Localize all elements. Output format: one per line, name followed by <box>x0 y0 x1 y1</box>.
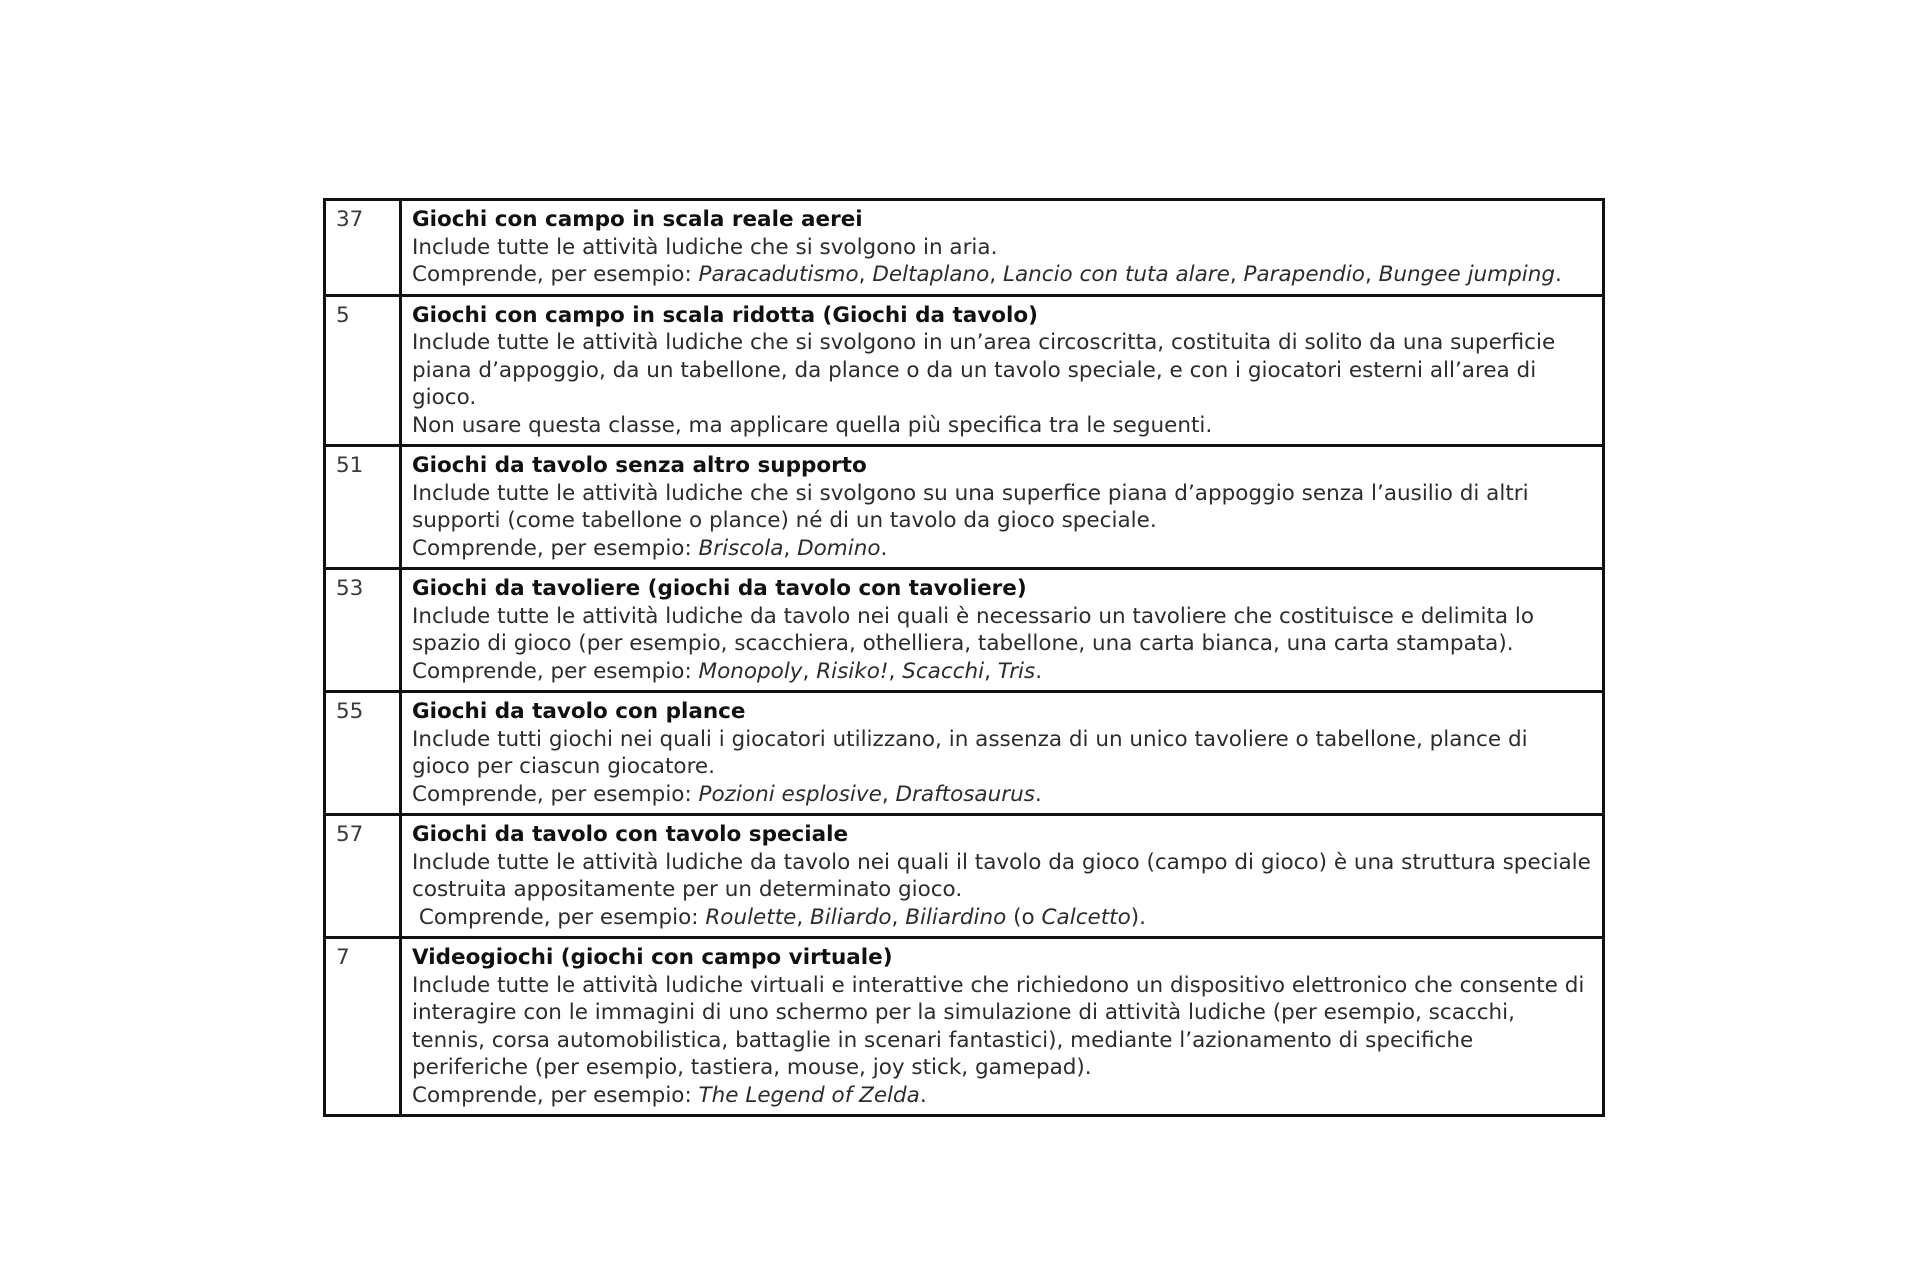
example-separator: , <box>888 658 903 684</box>
table-row <box>325 815 1604 938</box>
example-separator: , <box>1364 262 1379 287</box>
example-item: Scacchi <box>902 658 985 684</box>
class-description-cell <box>401 938 1604 1116</box>
example-item: Monopoly <box>698 658 803 684</box>
example-separator: , <box>881 781 896 807</box>
class-description: Include tutte le attività ludiche da tavolo nei quali il tavolo da gioco (campo di gioco) è una struttura speciale costruita appositamente per un determinato gioco. <box>412 849 1591 902</box>
example-separator: , <box>984 658 998 684</box>
example-separator: , <box>802 658 817 684</box>
example-item: Lancio con tuta alare <box>1002 262 1230 287</box>
class-description-cell <box>401 200 1604 296</box>
example-item: The Legend of Zelda <box>698 1082 920 1108</box>
example-separator: (o <box>1006 904 1042 930</box>
class-examples <box>412 261 1592 289</box>
class-description-cell <box>401 692 1604 815</box>
example-item: Biliardino <box>905 904 1007 930</box>
table-row <box>325 200 1604 296</box>
class-code: 7 <box>325 938 401 1116</box>
example-item: Biliardo <box>810 904 892 930</box>
class-description-cell <box>401 295 1604 446</box>
class-description: Include tutti giochi nei quali i giocatori utilizzano, in assenza di un unico tavoliere o tabellone, plance di gioco per ciascun giocatore. <box>412 726 1528 779</box>
class-examples <box>412 658 1592 686</box>
class-code: 51 <box>325 446 401 569</box>
class-examples <box>412 535 1592 563</box>
class-title: Giochi con campo in scala reale aerei <box>412 207 863 232</box>
class-examples <box>412 781 1592 809</box>
class-examples <box>412 904 1592 932</box>
example-item: Briscola <box>698 535 784 561</box>
example-item: Domino <box>797 535 881 561</box>
example-item: Draftosaurus <box>895 781 1035 807</box>
table-row <box>325 295 1604 446</box>
example-item: Calcetto <box>1041 904 1131 930</box>
example-item: Roulette <box>705 904 797 930</box>
example-item: Bungee jumping <box>1378 262 1556 287</box>
class-description: Include tutte le attività ludiche da tavolo nei quali è necessario un tavoliere che costituisce e delimita lo spazio di gioco (per esempio, scacchiera, othelliera, tabellone, una carta bianca, una carta stampata). <box>412 603 1535 656</box>
example-separator: , <box>989 262 1003 287</box>
examples-prefix: Comprende, per esempio: <box>412 262 699 287</box>
example-separator: , <box>858 262 873 287</box>
examples-prefix: Comprende, per esempio: <box>412 781 699 807</box>
example-separator: . <box>1035 658 1043 684</box>
class-title: Giochi da tavolo con plance <box>412 699 746 724</box>
class-description: Include tutte le attività ludiche virtuali e interattive che richiedono un dispositivo elettronico che consente di interagire con le immagini di uno schermo per la simulazione di attività ludiche (per esempio, scacchi, tennis, corsa automobilistica, battaglie in scenari fantastici), mediante l’azionamento di specifiche periferiche (per esempio, tastiera, mouse, joy stick, gamepad). <box>412 972 1585 1080</box>
example-separator: . <box>1555 262 1562 287</box>
example-separator: , <box>783 535 798 561</box>
example-item: Tris <box>997 658 1036 684</box>
class-title: Giochi da tavoliere (giochi da tavolo con tavoliere) <box>412 576 1027 601</box>
example-item: Paracadutismo <box>698 262 859 287</box>
class-description-cell <box>401 569 1604 692</box>
class-code: 55 <box>325 692 401 815</box>
example-separator: , <box>891 904 906 930</box>
example-separator: ). <box>1130 904 1146 930</box>
example-item: Deltaplano <box>872 262 990 287</box>
table-row <box>325 938 1604 1116</box>
class-description: Include tutte le attività ludiche che si svolgono in un’area circoscritta, costituita di solito da una superficie piana d’appoggio, da un tabellone, da plance o da un tavolo speciale, e con i giocatori esterni all’area di gioco. <box>412 330 1556 410</box>
examples-prefix: Comprende, per esempio: <box>412 658 699 684</box>
class-description-cell <box>401 446 1604 569</box>
class-note: Non usare questa classe, ma applicare quella più specifica tra le seguenti. <box>412 412 1213 438</box>
examples-prefix: Comprende, per esempio: <box>412 904 706 930</box>
table-row <box>325 569 1604 692</box>
class-code: 57 <box>325 815 401 938</box>
classification-table <box>323 198 1605 1117</box>
class-title: Videogiochi (giochi con campo virtuale) <box>412 945 893 970</box>
class-code: 37 <box>325 200 401 296</box>
class-title: Giochi da tavolo con tavolo speciale <box>412 822 849 847</box>
class-title: Giochi da tavolo senza altro supporto <box>412 453 867 478</box>
class-code: 5 <box>325 295 401 446</box>
example-separator: . <box>919 1082 927 1108</box>
class-description: Include tutte le attività ludiche che si svolgono in aria. <box>412 234 998 260</box>
example-item: Pozioni esplosive <box>698 781 882 807</box>
example-item: Risiko! <box>816 658 889 684</box>
example-separator: , <box>1229 262 1244 287</box>
table-row <box>325 446 1604 569</box>
examples-prefix: Comprende, per esempio: <box>412 1082 699 1108</box>
class-title: Giochi con campo in scala ridotta (Giochi da tavolo) <box>412 302 1038 328</box>
example-separator: . <box>880 535 888 561</box>
class-examples <box>412 1082 1592 1110</box>
class-code: 53 <box>325 569 401 692</box>
example-separator: . <box>1034 781 1042 807</box>
class-description-cell <box>401 815 1604 938</box>
example-separator: , <box>796 904 811 930</box>
example-item: Parapendio <box>1243 262 1365 287</box>
class-description: Include tutte le attività ludiche che si svolgono su una superfice piana d’appoggio senza l’ausilio di altri supporti (come tabellone o plance) né di un tavolo da gioco speciale. <box>412 480 1529 533</box>
examples-prefix: Comprende, per esempio: <box>412 535 699 561</box>
table-row <box>325 692 1604 815</box>
